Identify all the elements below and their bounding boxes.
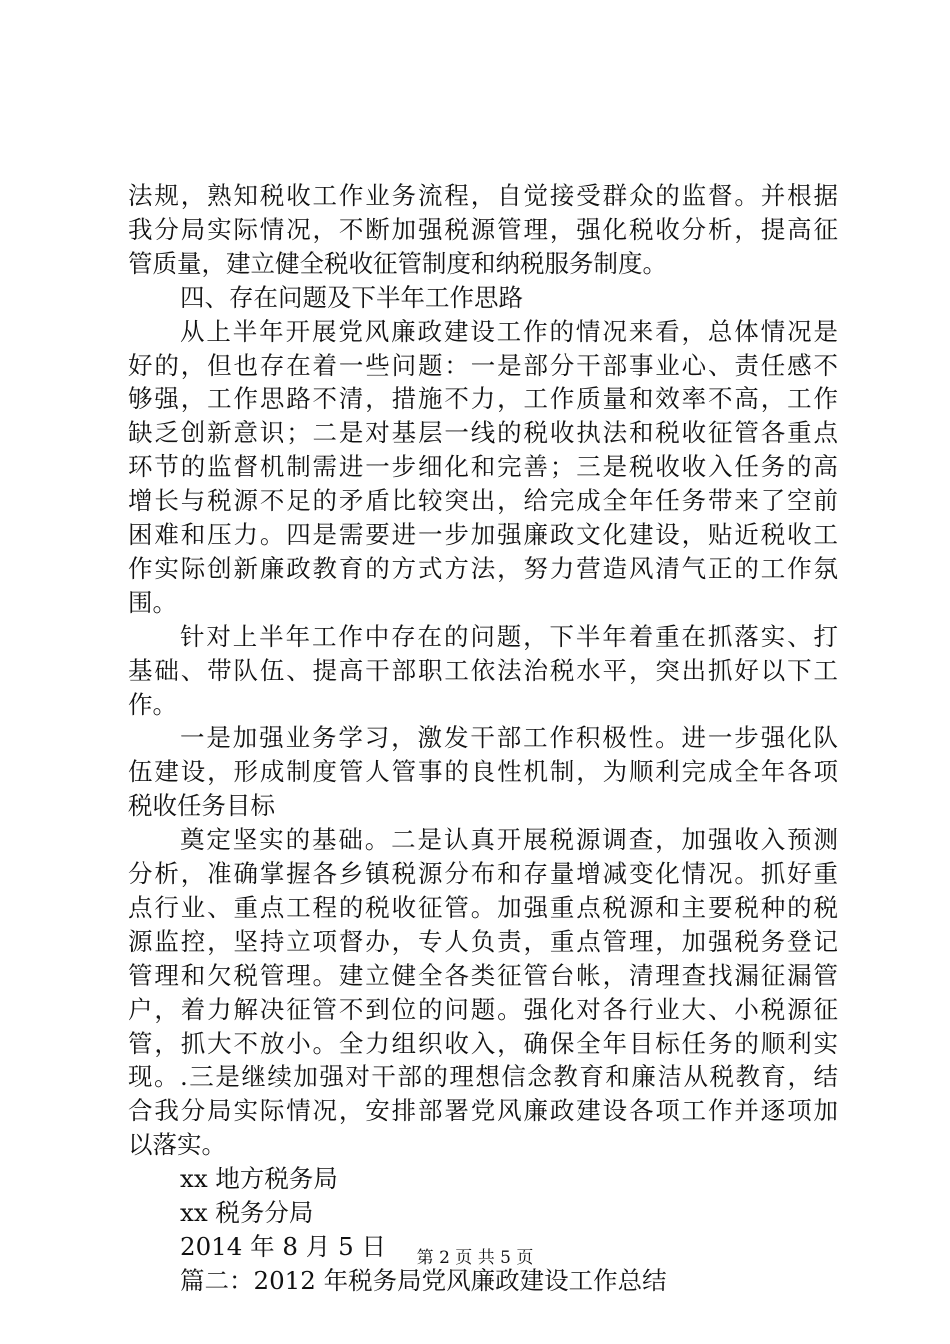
body-line: 以落实。 <box>128 1130 226 1160</box>
body-line: 一是加强业务学习，激发干部工作积极性。进一步强化队 <box>180 723 838 753</box>
body-line: 从上半年开展党风廉政建设工作的情况来看，总体情况是 <box>180 316 838 346</box>
body-line: 我分局实际情况，不断加强税源管理，强化税收分析，提高征 <box>128 214 838 244</box>
body-line: 伍建设，形成制度管人管事的良性机制，为顺利完成全年各项 <box>128 757 838 787</box>
body-line: 围。 <box>128 587 177 617</box>
body-line: 分析，准确掌握各乡镇税源分布和存量增减变化情况。抓好重 <box>128 859 838 888</box>
body-line: 够强，工作思路不清，措施不力，工作质量和效率不高，工作 <box>128 384 838 414</box>
body-line: 户，着力解决征管不到位的问题。强化对各行业大、小税源征 <box>128 994 838 1024</box>
body-line: 管质量，建立健全税收征管制度和纳税服务制度。 <box>128 248 667 278</box>
body-line: 奠定坚实的基础。二是认真开展税源调查，加强收入预测 <box>180 825 838 855</box>
body-line: 针对上半年工作中存在的问题，下半年着重在抓落实、打 <box>180 621 838 651</box>
body-line: 作实际创新廉政教育的方式方法，努力营造风清气正的工作氛 <box>128 553 838 583</box>
signature-date: 2014 年 8 月 5 日 <box>180 1231 386 1261</box>
body-line: 点行业、重点工程的税收征管。加强重点税源和主要税种的税 <box>128 892 838 922</box>
body-line: 法规，熟知税收工作业务流程，自觉接受群众的监督。并根据 <box>128 181 838 210</box>
body-line: 缺乏创新意识；二是对基层一线的税收执法和税收征管各重点 <box>128 418 838 448</box>
body-line: 现。.三是继续加强对干部的理想信念教育和廉洁从税教育，结 <box>128 1062 838 1092</box>
body-line: 税收任务目标 <box>128 791 275 821</box>
signature-org: xx 地方税务局 <box>180 1164 338 1194</box>
body-line: 源监控，坚持立项督办，专人负责，重点管理，加强税务登记 <box>128 926 838 956</box>
body-line: 环节的监督机制需进一步细化和完善；三是税收收入任务的高 <box>128 452 838 482</box>
body-line: 困难和压力。四是需要进一步加强廉政文化建设，贴近税收工 <box>128 520 838 549</box>
body-line: 管理和欠税管理。建立健全各类征管台帐，清理查找漏征漏管 <box>128 960 838 990</box>
page-number: 第 2 页 共 5 页 <box>416 1248 534 1268</box>
body-line: 基础、带队伍、提高干部职工依法治税水平，突出抓好以下工 <box>128 655 838 685</box>
signature-branch: xx 税务分局 <box>180 1198 314 1227</box>
body-line: 合我分局实际情况，安排部署党风廉政建设各项工作并逐项加 <box>128 1096 838 1126</box>
section-heading: 四、存在问题及下半年工作思路 <box>180 282 523 312</box>
body-line: 好的，但也存在着一些问题：一是部分干部事业心、责任感不 <box>128 350 838 380</box>
body-line: 作。 <box>128 689 177 719</box>
next-section-title: 篇二：2012 年税务局党风廉政建设工作总结 <box>180 1265 667 1295</box>
body-line: 管，抓大不放小。全力组织收入，确保全年目标任务的顺利实 <box>128 1028 838 1058</box>
body-line: 增长与税源不足的矛盾比较突出，给完成全年任务带来了空前 <box>128 486 838 516</box>
